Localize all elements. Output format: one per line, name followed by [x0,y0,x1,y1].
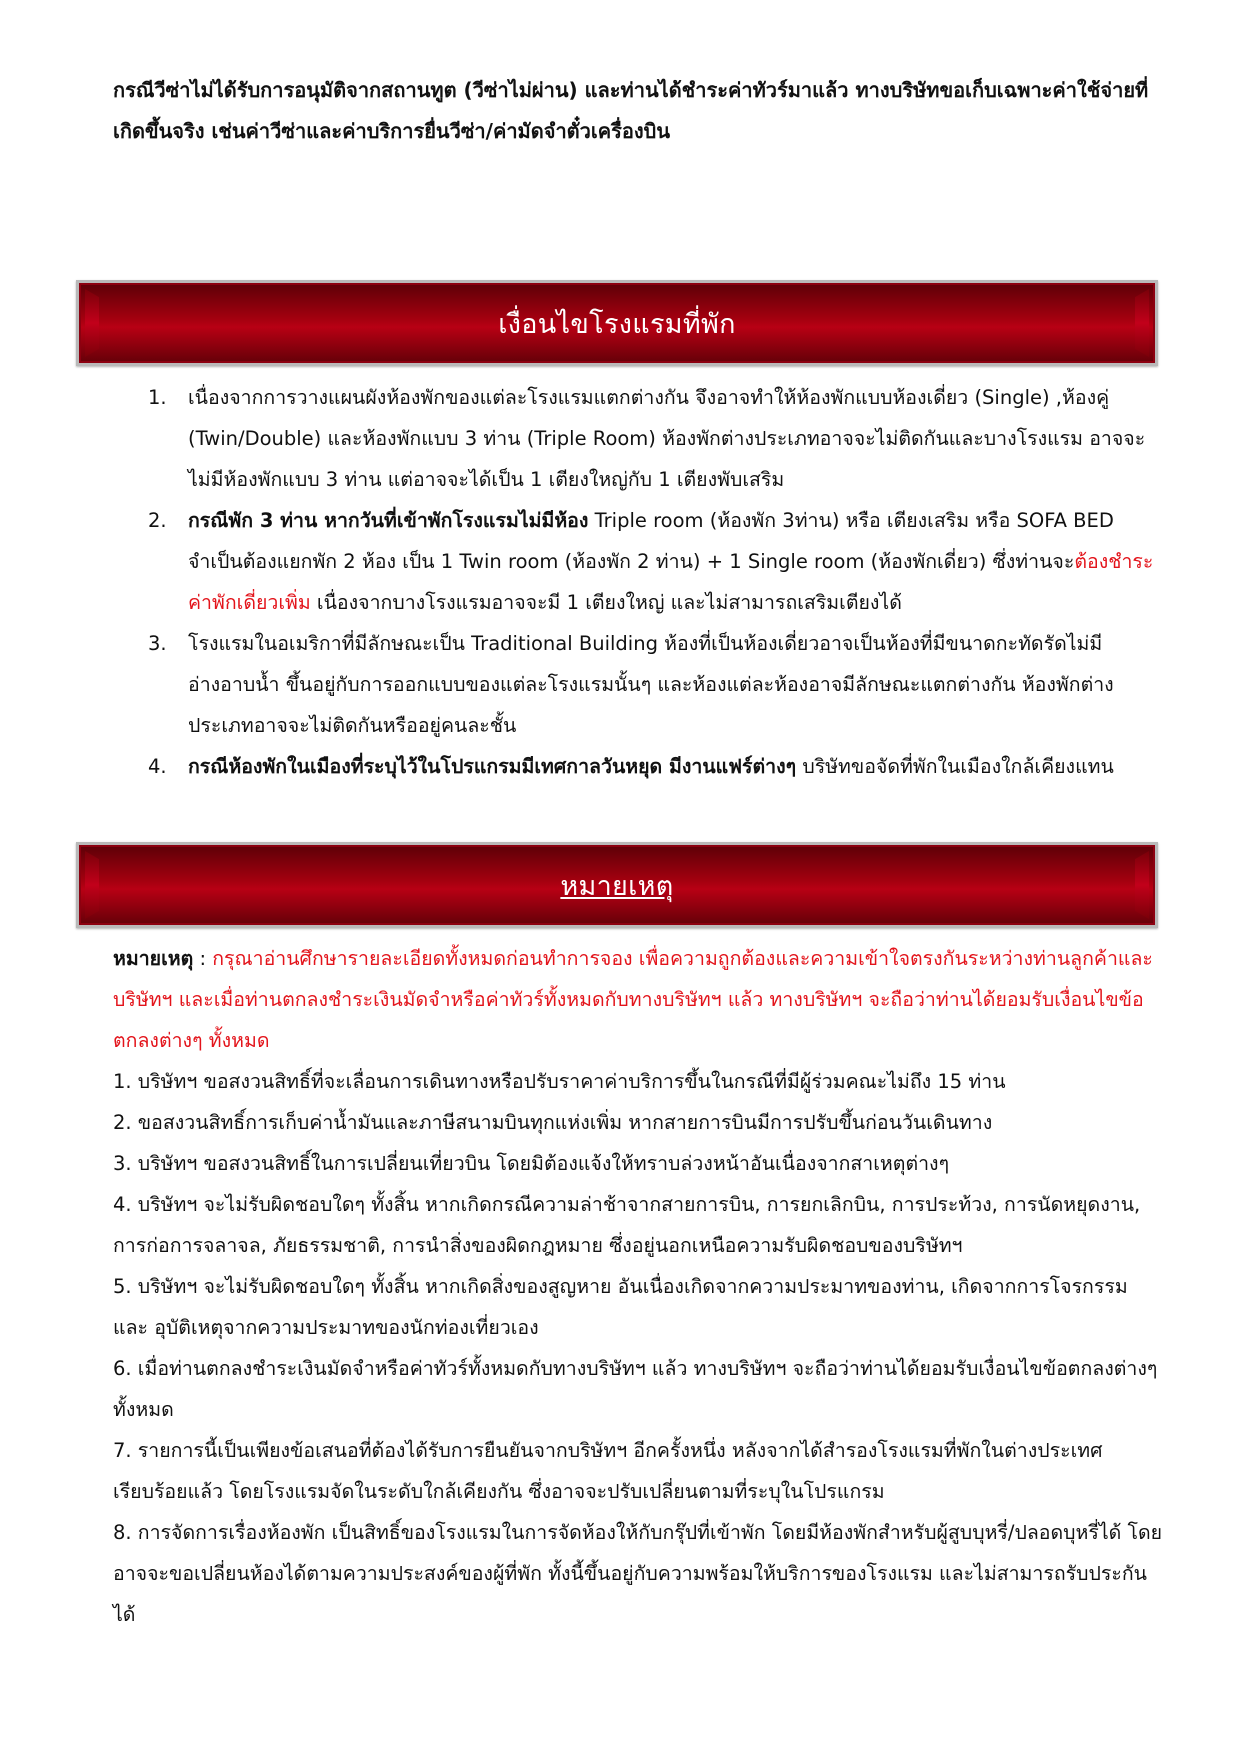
remark-item: 7. รายการนี้เป็นเพียงข้อเสนอที่ต้องได้รับการยืนยันจากบริษัทฯ อีกครั้งหนึ่ง หลังจากได้สำรองโรงแรมที่พักในต่างประเทศเรียบร้อยแล้ว โดยโรงแรมจัดในระดับใกล้เคียงกัน ซึ่งอาจจะปรับเปลี่ยนตามที่ระบุในโปรแกรม [113,1439,1103,1503]
remark-item: 4. บริษัทฯ จะไม่รับผิดชอบใดๆ ทั้งสิ้น หากเกิดกรณีความล่าช้าจากสายการบิน, การยกเลิกบิน, การประท้วง, การนัดหยุดงาน, การก่อการจลาจล, ภัยธรรมชาติ, การนำสิ่งของผิดกฎหมาย ซึ่งอยู่นอกเหนือความรับผิดชอบของบริษัทฯ [113,1193,1141,1257]
remark-item: 5. บริษัทฯ จะไม่รับผิดชอบใดๆ ทั้งสิ้น หากเกิดสิ่งของสูญหาย อันเนื่องเกิดจากความประมาทของท่าน, เกิดจากการโจรกรรม และ อุบัติเหตุจากความประมาทของนักท่องเที่ยวเอง [113,1275,1128,1339]
item-number: 4. [148,755,167,778]
hotel-conditions-title: เงื่อนไขโรงแรมที่พัก [498,308,736,340]
remarks-warning [113,938,1168,1061]
remarks-body [113,938,1168,1635]
hotel-conditions-list [148,377,1168,787]
item-text: Triple room (ห้องพัก 3ท่าน) หรือ เตียงเสริม หรือ SOFA BED จำเป็นต้องแยกพัก 2 ห้อง เป็น 1 Twin room (ห้องพัก 2 ท่าน) + 1 Single room (ห้องพักเดี่ยว) ซึ่งท่านจะ [188,509,1114,573]
item-text: เนื่องจากบางโรงแรมอาจจะมี 1 เตียงใหญ่ และไม่สามารถเสริมเตียงได้ [310,591,902,614]
item-number: 2. [148,509,167,532]
remark-item: 1. บริษัทฯ ขอสงวนสิทธิ์ที่จะเลื่อนการเดินทางหรือปรับราคาค่าบริการขึ้นในกรณีที่มีผู้ร่วมคณะไม่ถึง 15 ท่าน [113,1070,1006,1093]
item-highlight-text: ต้องชำระค่าพักเดี่ยวเพิ่ม [188,550,1154,614]
item-text: โรงแรมในอเมริกาที่มีลักษณะเป็น Traditional Building ห้องที่เป็นห้องเดี่ยวอาจเป็นห้องที่มีขนาดกะทัดรัดไม่มีอ่างอาบน้ำ ขึ้นอยู่กับการออกแบบของแต่ละโรงแรมนั้นๆ และห้องแต่ละห้องอาจมีลักษณะแตกต่างกัน ห้องพักต่างประเภทอาจจะไม่ติดกันหรืออยู่คนละชั้น [188,632,1114,737]
remarks-title: หมายเหตุ [560,870,674,902]
remark-item: 2. ขอสงวนสิทธิ์การเก็บค่าน้ำมันและภาษีสนามบินทุกแห่งเพิ่ม หากสายการบินมีการปรับขึ้นก่อนวันเดินทาง [113,1111,993,1134]
remark-item: 6. เมื่อท่านตกลงชำระเงินมัดจำหรือค่าทัวร์ทั้งหมดกับทางบริษัทฯ แล้ว ทางบริษัทฯ จะถือว่าท่านได้ยอมรับเงื่อนไขข้อตกลงต่างๆ ทั้งหมด [113,1357,1158,1421]
item-number: 3. [148,632,167,655]
item-text: เนื่องจากการวางแผนผังห้องพักของแต่ละโรงแรมแตกต่างกัน จึงอาจทำให้ห้องพักแบบห้องเดี่ยว (Single) ,ห้องคู่ (Twin/Double) และห้องพักแบบ 3 ท่าน (Triple Room) ห้องพักต่างประเภทอาจจะไม่ติดกันและบางโรงแรม อาจจะไม่มีห้องพักแบบ 3 ท่าน แต่อาจจะได้เป็น 1 เตียงใหญ่กับ 1 เตียงพับเสริม [188,386,1146,491]
item-bold-text: กรณีห้องพักในเมืองที่ระบุไว้ในโปรแกรมมีเทศกาลวันหยุด มีงานแฟร์ต่างๆ [188,755,797,778]
hotel-conditions-banner [76,280,1158,366]
remarks-banner [76,842,1158,928]
item-bold-text: กรณีพัก 3 ท่าน หากวันที่เข้าพักโรงแรมไม่มีห้อง [188,509,589,532]
visa-refund-note: กรณีวีซ่าไม่ได้รับการอนุมัติจากสถานทูต (วีซ่าไม่ผ่าน) และท่านได้ชำระค่าทัวร์มาแล้ว ทางบริษัทขอเก็บเฉพาะค่าใช้จ่ายที่เกิดขึ้นจริง เช่นค่าวีซ่าและค่าบริการยื่นวีซ่า/ค่ามัดจำตั๋วเครื่องบิน [113,78,1149,143]
hotel-condition-item [148,623,1168,746]
remark-item: 3. บริษัทฯ ขอสงวนสิทธิ์ในการเปลี่ยนเที่ยวบิน โดยมิต้องแจ้งให้ทราบล่วงหน้าอันเนื่องจากสาเหตุต่างๆ [113,1152,950,1175]
remark-item: 8. การจัดการเรื่องห้องพัก เป็นสิทธิ์ของโรงแรมในการจัดห้องให้กับกรุ๊ปที่เข้าพัก โดยมีห้องพักสำหรับผู้สูบบุหรี่/ปลอดบุหรี่ได้ โดยอาจจะขอเปลี่ยนห้องได้ตามความประสงค์ของผู้ที่พัก ทั้งนี้ขึ้นอยู่กับความพร้อมให้บริการของโรงแรม และไม่สามารถรับประกันได้ [113,1521,1163,1626]
hotel-condition-item [148,500,1168,623]
remarks-label: หมายเหตุ [113,947,194,970]
remarks-colon: : [193,947,213,970]
remarks-warning-text: กรุณาอ่านศึกษารายละเอียดทั้งหมดก่อนทำการจอง เพื่อความถูกต้องและความเข้าใจตรงกันระหว่างท่านลูกค้าและบริษัทฯ และเมื่อท่านตกลงชำระเงินมัดจำหรือค่าทัวร์ทั้งหมดกับทางบริษัทฯ แล้ว ทางบริษัทฯ จะถือว่าท่านได้ยอมรับเงื่อนไขข้อตกลงต่างๆ ทั้งหมด [113,947,1153,1052]
item-text: บริษัทขอจัดที่พักในเมืองใกล้เคียงแทน [796,755,1114,778]
item-number: 1. [148,386,167,409]
hotel-condition-item [148,377,1168,500]
hotel-condition-item [148,746,1168,787]
